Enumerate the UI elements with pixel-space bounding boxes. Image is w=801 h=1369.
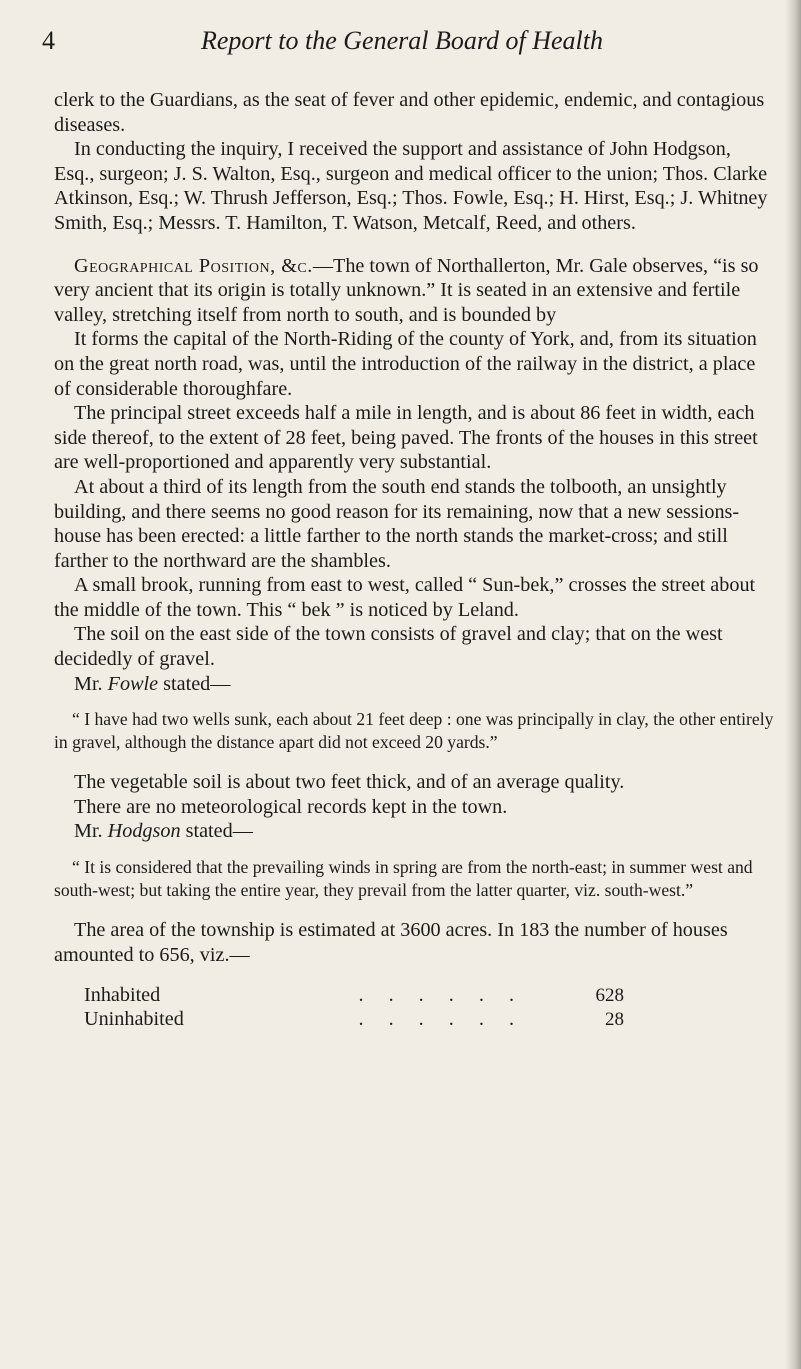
page-number: 4 [42, 26, 55, 55]
section-heading: Geographical Position, &c. [74, 254, 313, 277]
paragraph-10: The vegetable soil is about two feet thick, and of an average quality. [74, 771, 625, 794]
row-value: 628 [595, 985, 624, 1007]
row-label: Inhabited [84, 984, 161, 1007]
page-edge-shadow [785, 0, 801, 1369]
paragraph-2: In conducting the inquiry, I received the support and assistance of John Hodgson, Esq., surgeon; J. S. Walton, Esq., surgeon and medical officer to the union; Thos. Clarke Atkinson, Esq.; W. Thrush Jefferson, Esq.; Thos. Fowle, Esq.; H. Hirst, Esq.; J. Whitney Smith, Esq.; Messrs. T. Hamilton, T. Watson, Metcalf, Reed, and others. [54, 138, 768, 234]
quote-fowle: “ I have had two wells sunk, each about 21 feet deep : one was principally in clay, the other entirely in gravel, although the distance apart did not exceed 20 yards.” [54, 709, 774, 753]
paragraph-4: It forms the capital of the North-Riding of the county of York, and, from its situation on the great north road, was, until the introduction of the railway in the district, a place of considerable thoroughfare. [54, 328, 757, 400]
paragraph-12 [54, 819, 774, 844]
paragraph-13: The area of the township is estimated at 3600 acres. In 183 the number of houses amounted to 656, viz.— [54, 919, 728, 966]
paragraph-9 [54, 672, 774, 697]
stated-suffix: stated— [158, 672, 231, 695]
row-value: 28 [605, 1009, 624, 1031]
page-header [42, 26, 762, 66]
table-row [84, 1007, 624, 1031]
paragraph-8: The soil on the east side of the town consists of gravel and clay; that on the west decidedly of gravel. [54, 623, 723, 671]
row-label: Uninhabited [84, 1008, 184, 1031]
paragraph-11: There are no meteorological records kept in the town. [74, 795, 508, 818]
section-text: —The town of Northallerton, Mr. Gale observes, “is so very ancient that its origin is totally unknown.” It is seated in an extensive and fertile valley, stretching itself from north to south, and is bounded by [54, 254, 759, 326]
leader-dots: . . . . . . [358, 1008, 524, 1031]
running-title: Report to the General Board of Health [201, 26, 603, 55]
houses-table [84, 983, 624, 1031]
paragraph-1: clerk to the Guardians, as the seat of fever and other epidemic, endemic, and contagious diseases. [54, 89, 765, 136]
paragraph-geography [54, 254, 774, 328]
paragraph-6: At about a third of its length from the south end stands the tolbooth, an unsightly building, and there seems no good reason for its remaining, now that a new sessions-house has been erected: a little farther to the north stands the market-cross; and still farther to the northward are the shambles. [54, 475, 740, 572]
mr-prefix: Mr. [74, 820, 108, 843]
stated-suffix: stated— [180, 820, 253, 843]
person-name: Fowle [107, 672, 159, 695]
quote-hodgson: “ It is considered that the prevailing winds in spring are from the north-east; in summer west and south-west; but taking the entire year, they prevail from the latter quarter, viz. south-west.” [54, 857, 753, 901]
body-text [54, 88, 774, 1031]
leader-dots: . . . . . . [358, 984, 524, 1007]
table-row [84, 983, 624, 1007]
mr-prefix: Mr. [74, 672, 108, 695]
person-name: Hodgson [107, 820, 181, 843]
paragraph-7: A small brook, running from east to west, called “ Sun-bek,” crosses the street about the middle of the town. This “ bek ” is noticed by Leland. [54, 574, 756, 621]
paragraph-5: The principal street exceeds half a mile in length, and is about 86 feet in width, each side thereof, to the extent of 28 feet, being paved. The fronts of the houses in this street are well-proportioned and apparently very substantial. [54, 402, 758, 474]
